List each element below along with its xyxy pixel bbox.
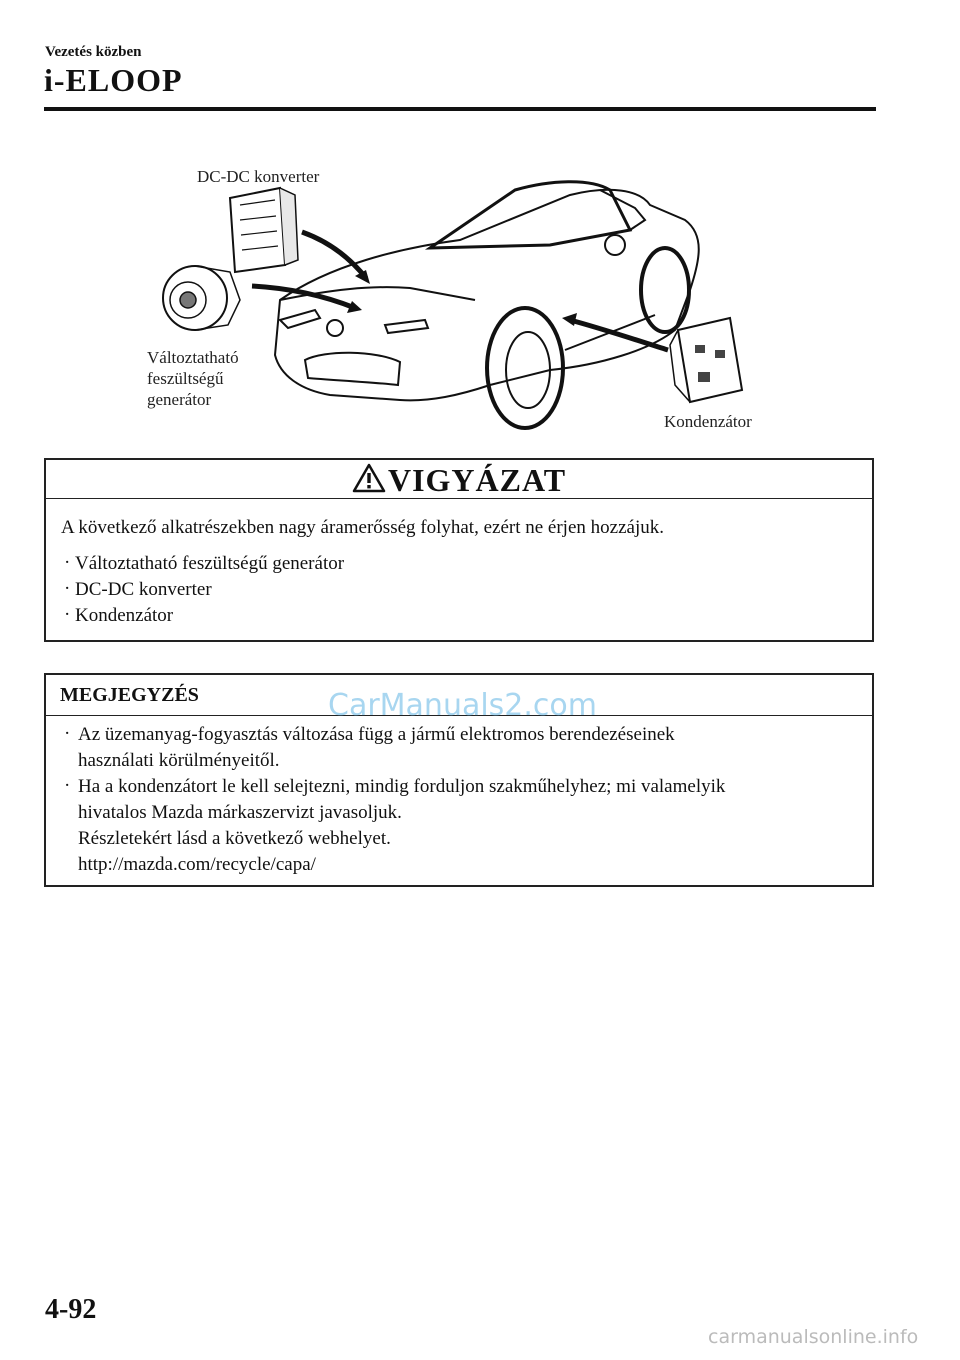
caution-list-item: · Változtatható feszültségű generátor <box>61 551 872 577</box>
note-line: használati körülményeitől. <box>78 750 280 771</box>
caution-list-item: · DC-DC konverter <box>61 577 872 603</box>
note-title: MEGJEGYZÉS <box>46 675 872 716</box>
label-capacitor: Kondenzátor <box>664 412 752 431</box>
grille <box>305 353 400 385</box>
caution-header <box>46 460 872 499</box>
note-line: · Ha a kondenzátort le kell selejtezni, mindig forduljon szakműhelyhez; mi valamelyik <box>78 776 726 797</box>
note-list-item <box>60 774 842 878</box>
header-rule <box>44 107 876 111</box>
watermark: CarManuals2.com <box>328 688 598 723</box>
logo <box>327 320 343 336</box>
note-list-item <box>60 722 842 774</box>
windshield <box>430 182 630 248</box>
note-body <box>46 716 872 878</box>
front-rim <box>506 332 550 408</box>
caution-title: VIGYÁZAT <box>387 462 567 498</box>
page-title: i-ELOOP <box>44 62 183 98</box>
caution-box <box>44 458 874 642</box>
note-line: Részletekért lásd a következő webhelyet. <box>78 828 391 849</box>
label-dcdc-converter: DC-DC konverter <box>197 167 320 186</box>
mirror <box>605 235 625 255</box>
generator-component <box>163 266 240 330</box>
section-title: Vezetés közben <box>45 44 142 60</box>
label-generator-line: generátor <box>147 390 212 409</box>
note-line: · Az üzemanyag-fogyasztás változása függ a jármű elektromos berendezéseinek <box>78 724 675 745</box>
note-url: http://mazda.com/recycle/capa/ <box>78 854 316 875</box>
warning-triangle-icon <box>352 463 386 493</box>
caution-text: A következő alkatrészekben nagy áramerősség folyhat, ezért ne érjen hozzájuk. <box>61 517 664 538</box>
rear-wheel <box>641 248 689 332</box>
headlight-right <box>385 320 428 333</box>
capacitor-component <box>670 318 742 402</box>
footer-watermark: carmanualsonline.info <box>708 1326 919 1348</box>
caution-list-item: · Kondenzátor <box>61 603 872 629</box>
note-line: hivatalos Mazda márkaszervizt javasoljuk. <box>78 802 402 823</box>
caution-body <box>46 499 872 629</box>
caution-list <box>61 551 872 629</box>
headlight-left <box>280 310 320 328</box>
eloop-component-illustration <box>130 150 810 450</box>
label-generator <box>147 347 239 410</box>
note-list <box>60 722 842 878</box>
front-wheel <box>487 308 563 428</box>
label-generator-line: Változtatható <box>147 348 239 367</box>
dcdc-converter-component <box>230 188 298 272</box>
page-number: 4-92 <box>45 1294 97 1325</box>
label-generator-line: feszültségű <box>147 369 224 388</box>
